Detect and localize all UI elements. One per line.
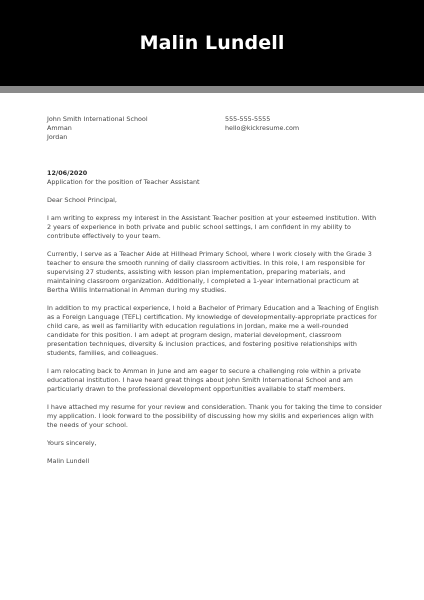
sender-email: hello@kickresume.com	[225, 124, 300, 132]
letter-closing: Yours sincerely,	[47, 439, 97, 447]
letter-body	[47, 115, 382, 466]
sender-contact	[225, 115, 375, 142]
paragraph-2: Currently, I serve as a Teacher Aide at Hillhead Primary School, where I work closely with the Grade 3 teacher to ensure the smooth running of daily classroom activities. In this role, I am responsible for supervising 27 students, assisting with lesson plan implementation, preparing materials, and maintaining classroom organization. Additionally, I completed a 1-year international practicum at Bertha Willis International in Amman during my studies.	[47, 250, 372, 294]
recipient-city: Amman	[47, 124, 72, 132]
recipient-school: John Smith International School	[47, 115, 148, 123]
header-divider	[0, 86, 424, 93]
letter-date: 12/06/2020	[47, 169, 88, 177]
letter-greeting: Dear School Principal,	[47, 196, 117, 204]
paragraph-3: In addition to my practical experience, I hold a Bachelor of Primary Education and a Teaching of English as a Foreign Language (TEFL) certification. My knowledge of developmentally-appropriate practices for child care, as well as familiarity with education regulations in Jordan, make me a well-rounded candidate for this position. I am adept at program design, material development, classroom presentation techniques, diversity & inclusion practices, and fostering positive relationships with students, families, and colleagues.	[47, 304, 379, 357]
recipient-country: Jordan	[47, 133, 68, 141]
applicant-name: Malin Lundell	[139, 32, 285, 54]
paragraph-4: I am relocating back to Amman in June and am eager to secure a challenging role within a private educational institution. I have heard great things about John Smith International School and am particularly drawn to the professional development opportunities available to staff members.	[47, 367, 361, 393]
paragraph-1: I am writing to express my interest in the Assistant Teacher position at your esteemed institution. With 2 years of experience in both private and public school settings, I am confident in my ability to contribute effectively to your team.	[47, 214, 377, 240]
recipient-address	[47, 115, 225, 142]
address-block	[47, 115, 382, 142]
sender-phone: 555-555-5555	[225, 115, 271, 123]
letter-signature: Malin Lundell	[47, 457, 90, 465]
letter-subject: Application for the position of Teacher Assistant	[47, 178, 200, 186]
paragraph-5: I have attached my resume for your review and consideration. Thank you for taking the time to consider my application. I look forward to the possibility of discussing how my skills and experiences align with the needs of your school.	[47, 403, 382, 429]
header-banner	[0, 0, 424, 86]
